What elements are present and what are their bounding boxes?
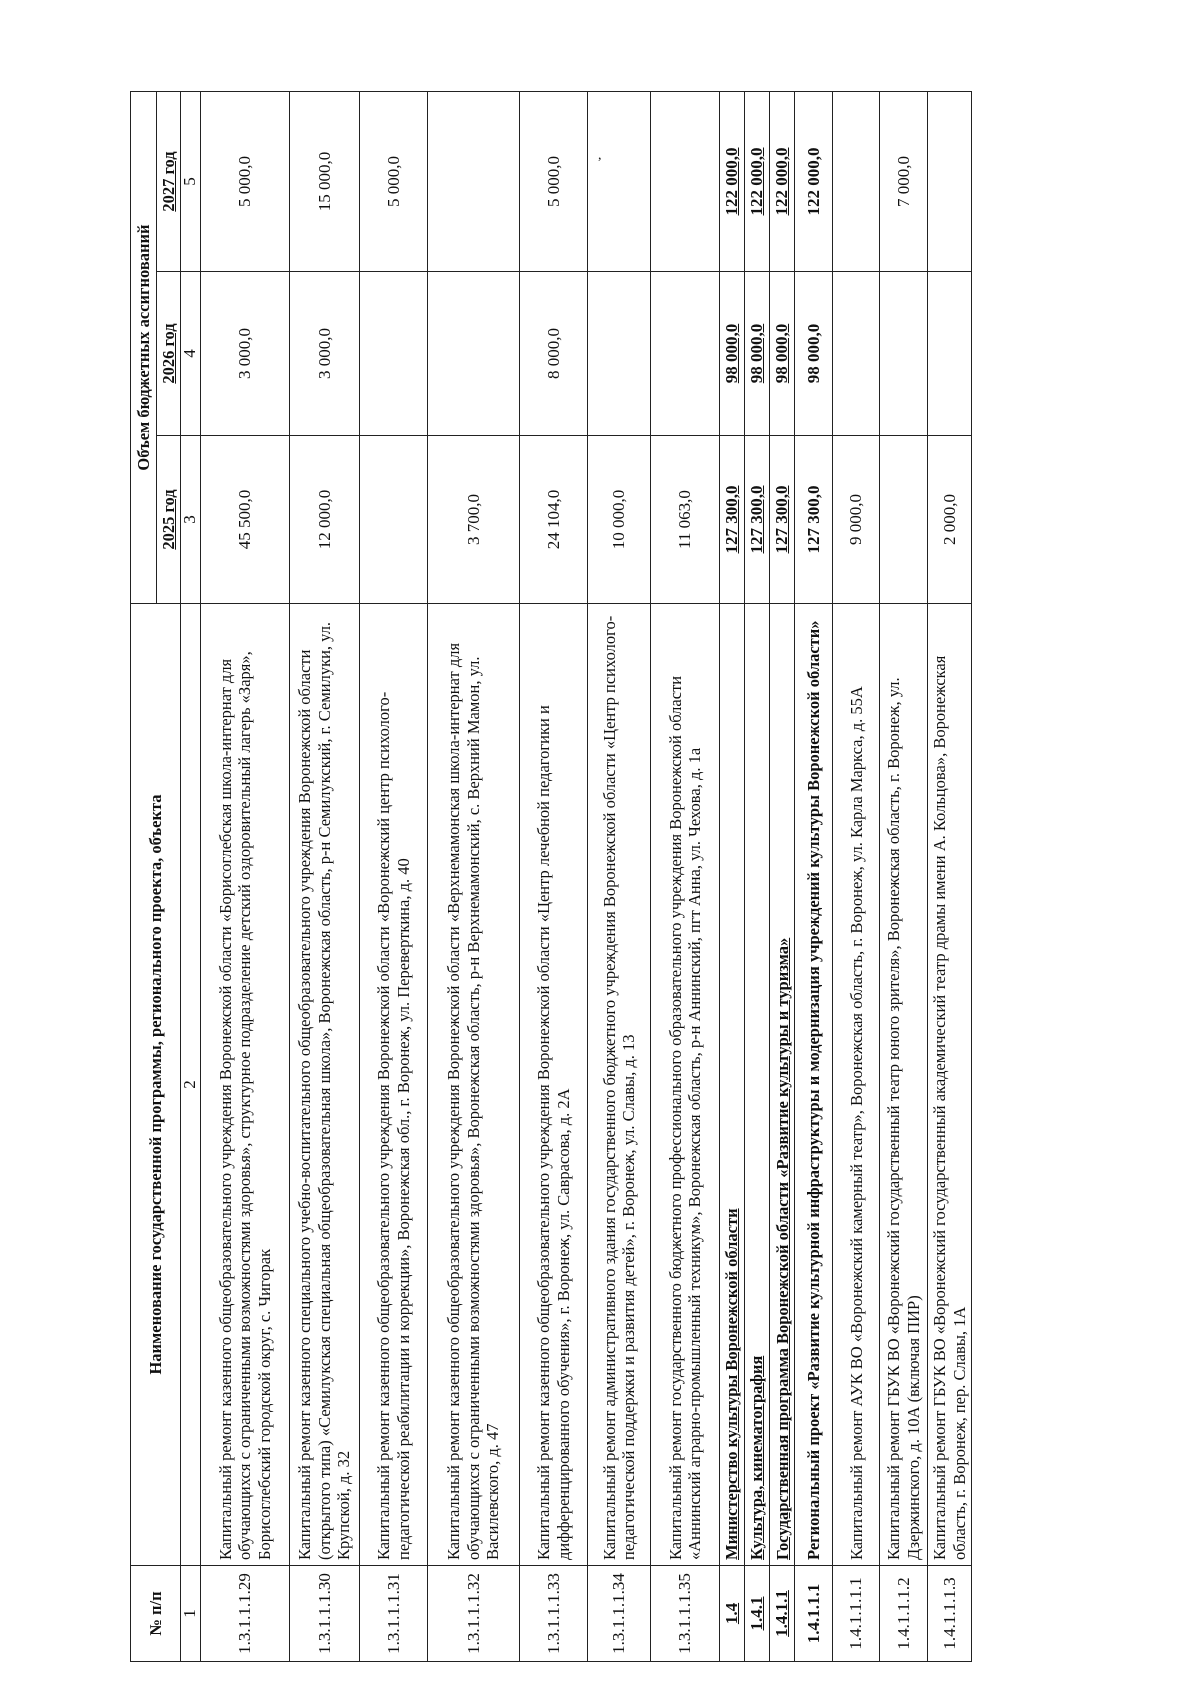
amount-2026: 98 000,0 <box>720 272 745 436</box>
row-number: 1.3.1.1.1.34 <box>588 1566 651 1662</box>
amount-2026 <box>880 272 928 436</box>
table-row <box>588 92 651 1662</box>
table-row <box>201 92 290 1662</box>
row-number: 1.3.1.1.1.32 <box>428 1566 520 1662</box>
amount-2026: 3 000,0 <box>290 272 360 436</box>
col-number: 5 <box>181 92 201 272</box>
row-name: Капитальный ремонт ГБУК ВО «Воронежский государственный театр юного зрителя», Воронежская область, г. Воронеж, ул. Дзержинского, д. 10А (включая ПИР) <box>880 604 928 1566</box>
amount-2025 <box>880 436 928 604</box>
amount-2027: 122 000,0 <box>795 92 833 272</box>
row-name: Капитальный ремонт казенного общеобразовательного учреждения Воронежской области «Борисоглебская школа-интернат для обучающихся с ограниченными возможностями здоровья», структурное подразделение детский оздоровительный лагерь «Заря», Борисоглебский городской округ, с. Чигорак <box>201 604 290 1566</box>
row-number: 1.4.1.1 <box>770 1566 795 1662</box>
amount-2025: 24 104,0 <box>520 436 588 604</box>
page-mark: , <box>598 148 602 163</box>
col-number: 3 <box>181 436 201 604</box>
row-number: 1.4 <box>720 1566 745 1662</box>
year-header-2026: 2026 год <box>157 272 181 436</box>
year-header-2025: 2025 год <box>157 436 181 604</box>
row-number: 1.4.1.1.1.1 <box>833 1566 880 1662</box>
amount-2027: 15 000,0 <box>290 92 360 272</box>
table-row <box>520 92 588 1662</box>
amount-2025: 127 300,0 <box>720 436 745 604</box>
amount-2025: 127 300,0 <box>745 436 770 604</box>
amount-2026 <box>651 272 720 436</box>
table-row <box>651 92 720 1662</box>
amount-2025: 45 500,0 <box>201 436 290 604</box>
amount-2027: 122 000,0 <box>745 92 770 272</box>
year-header-2027: 2027 год <box>157 92 181 272</box>
table-row <box>880 92 928 1662</box>
row-name: Государственная программа Воронежской области «Развитие культуры и туризма» <box>770 604 795 1566</box>
amount-2025 <box>360 436 428 604</box>
amount-2026: 98 000,0 <box>795 272 833 436</box>
row-number: 1.4.1.1.1.2 <box>880 1566 928 1662</box>
row-name: Региональный проект «Развитие культурной инфраструктуры и модернизация учреждений культуры Воронежской области» <box>795 604 833 1566</box>
amount-2027 <box>428 92 520 272</box>
table-row <box>928 92 972 1662</box>
budget-table <box>130 91 972 1662</box>
name-column-header: Наименование государственной программы, регионального проекта, объекта <box>131 604 181 1566</box>
amount-2026 <box>928 272 972 436</box>
amount-2026: 3 000,0 <box>201 272 290 436</box>
col-number: 1 <box>181 1566 201 1662</box>
amount-2026 <box>588 272 651 436</box>
amount-2025: 10 000,0 <box>588 436 651 604</box>
row-number: 1.3.1.1.1.31 <box>360 1566 428 1662</box>
row-number: 1.4.1.1.1 <box>795 1566 833 1662</box>
amount-2027: 122 000,0 <box>720 92 745 272</box>
row-name: Капитальный ремонт казенного общеобразовательного учреждения Воронежской области «Верхнемамонская школа-интернат для обучающихся с ограниченными возможностями здоровья», Воронежская область, р-н Верхнемамонский, с. Верхний Мамон, ул. Василевского, д. 47 <box>428 604 520 1566</box>
amount-2027: 5 000,0 <box>520 92 588 272</box>
table-row <box>720 92 745 1662</box>
table-row <box>428 92 520 1662</box>
amount-2027: 7 000,0 <box>880 92 928 272</box>
col-number: 4 <box>181 272 201 436</box>
amount-2025: 3 700,0 <box>428 436 520 604</box>
row-name: Культура, кинематография <box>745 604 770 1566</box>
row-name: Министерство культуры Воронежской области <box>720 604 745 1566</box>
row-number: 1.3.1.1.1.29 <box>201 1566 290 1662</box>
amount-2025: 9 000,0 <box>833 436 880 604</box>
amount-2026: 98 000,0 <box>770 272 795 436</box>
amount-2025: 2 000,0 <box>928 436 972 604</box>
table-row <box>770 92 795 1662</box>
table-row <box>745 92 770 1662</box>
amount-2027: 5 000,0 <box>201 92 290 272</box>
amount-2026: 8 000,0 <box>520 272 588 436</box>
amount-2027: 5 000,0 <box>360 92 428 272</box>
row-number: 1.3.1.1.1.35 <box>651 1566 720 1662</box>
amount-2026 <box>360 272 428 436</box>
row-name: Капитальный ремонт казенного общеобразовательного учреждения Воронежской области «Воронежский центр психолого-педагогической реабилитации и коррекции», Воронежская обл., г. Воронеж, ул. Переверткина, д. 40 <box>360 604 428 1566</box>
table-body <box>201 92 972 1662</box>
amount-2027: 122 000,0 <box>770 92 795 272</box>
amount-2025: 11 063,0 <box>651 436 720 604</box>
rotated-page <box>130 92 1030 1662</box>
table-row <box>290 92 360 1662</box>
amount-2025: 12 000,0 <box>290 436 360 604</box>
amount-2026: 98 000,0 <box>745 272 770 436</box>
row-name: Капитальный ремонт ГБУК ВО «Воронежский государственный академический театр драмы имени А. Кольцова», Воронежская область, г. Воронеж, пер. Славы, 1А <box>928 604 972 1566</box>
amount-2025: 127 300,0 <box>770 436 795 604</box>
row-number: 1.4.1.1.1.3 <box>928 1566 972 1662</box>
row-name: Капитальный ремонт АУК ВО «Воронежский камерный театр», Воронежская область, г. Воронеж, ул. Карла Маркса, д. 55А <box>833 604 880 1566</box>
row-name: Капитальный ремонт казенного общеобразовательного учреждения Воронежской области «Центр лечебной педагогики и дифференцированного обучения», г. Воронеж, ул. Саврасова, д. 2А <box>520 604 588 1566</box>
amount-2026 <box>428 272 520 436</box>
row-name: Капитальный ремонт казенного специального учебно-воспитательного общеобразовательного учреждения Воронежской области (открытого типа) «Семилукская специальная общеобразовательная школа», Воронежская область, р-н Семилукский, г. Семилуки, ул. Крупской, д. 32 <box>290 604 360 1566</box>
row-number: 1.3.1.1.1.30 <box>290 1566 360 1662</box>
table-row <box>360 92 428 1662</box>
table-row <box>795 92 833 1662</box>
col-number: 2 <box>181 604 201 1566</box>
num-column-header: № п/п <box>131 1566 181 1662</box>
table-row <box>833 92 880 1662</box>
row-number: 1.3.1.1.1.33 <box>520 1566 588 1662</box>
amount-2025: 127 300,0 <box>795 436 833 604</box>
amount-2027 <box>588 92 651 272</box>
amount-2027 <box>928 92 972 272</box>
row-name: Капитальный ремонт административного здания государственного бюджетного учреждения Воронежской области «Центр психолого-педагогической поддержки и развития детей», г. Воронеж, ул. Славы, д. 13 <box>588 604 651 1566</box>
amount-2027 <box>833 92 880 272</box>
table-header <box>131 92 201 1662</box>
row-number: 1.4.1 <box>745 1566 770 1662</box>
volume-header: Объем бюджетных ассигнований <box>131 92 157 604</box>
row-name: Капитальный ремонт государственного бюджетного профессионального образовательного учреждения Воронежской области «Аннинский аграрно-промышленный техникум», Воронежская область, р-н Аннинский, пгт Анна, ул. Чехова, д. 1а <box>651 604 720 1566</box>
amount-2027 <box>651 92 720 272</box>
amount-2026 <box>833 272 880 436</box>
